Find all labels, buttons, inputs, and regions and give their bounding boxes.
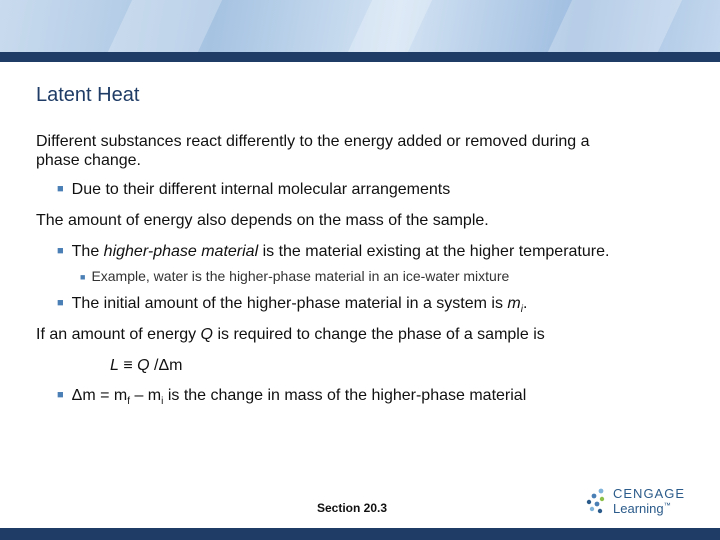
slide-title: Latent Heat [36, 84, 140, 106]
paragraph-1-line-2: phase change. [36, 152, 141, 169]
footer-bar [0, 528, 720, 540]
paragraph-2: The amount of energy also depends on the mass of the sample. [36, 212, 489, 229]
bullet-2-text-start: The [71, 243, 104, 260]
banner-shade [548, 0, 682, 52]
header-banner [0, 0, 720, 52]
paragraph-3 [36, 325, 545, 345]
bullet-icon: ■ [57, 297, 64, 309]
bullet-2 [57, 242, 609, 263]
sub-bullet-1 [80, 266, 509, 288]
bullet-4-subscript-f: f [127, 396, 131, 408]
bullet-1-text: Due to their different internal molecular arrangements [71, 181, 451, 198]
equation-L: L [110, 357, 119, 374]
logo-text-learning-word: Learning [613, 501, 664, 516]
bullet-icon: ■ [57, 245, 64, 257]
cengage-logo [585, 484, 695, 520]
paragraph-3-text-start: If an amount of energy [36, 326, 201, 343]
equation [110, 356, 183, 376]
paragraph-3-variable: Q [200, 326, 213, 343]
sub-bullet-1-text: Example, water is the higher-phase material in an ice-water mixture [91, 268, 510, 284]
bullet-4-subscript-i: i [161, 396, 164, 408]
banner-shade [108, 0, 222, 52]
bullet-4-text-start: Δm = m [71, 387, 128, 404]
bullet-3-text-start: The initial amount of the higher-phase material in a system is [71, 295, 508, 312]
bullet-icon: ■ [80, 272, 86, 282]
bullet-4 [57, 386, 526, 412]
equation-Q: Q [137, 357, 150, 374]
bullet-3-text-end: . [522, 295, 528, 312]
paragraph-1-line-1: Different substances react differently to the energy added or removed during a [36, 133, 590, 150]
bullet-3-subscript: i [520, 304, 523, 316]
banner-shade [348, 0, 432, 52]
bullet-1 [57, 180, 450, 201]
bullet-2-text-end: is the material existing at the higher temperature. [258, 243, 610, 260]
logo-text-cengage: CENGAGE [613, 486, 686, 501]
logo-trademark: ™ [663, 502, 671, 510]
bullet-3 [57, 294, 527, 320]
section-label: Section 20.3 [316, 501, 388, 515]
bullet-4-text-end: is the change in mass of the higher-phase material [163, 387, 527, 404]
bullet-2-italic-term: higher-phase material [103, 243, 259, 260]
bullet-icon: ■ [57, 389, 64, 401]
paragraph-3-text-end: is required to change the phase of a sample is [213, 326, 545, 343]
equation-rest: /Δm [149, 357, 183, 374]
equation-equiv: ≡ [118, 357, 138, 374]
logo-text-learning [613, 501, 671, 516]
bullet-4-text-mid: – m [130, 387, 162, 404]
cengage-logo-icon [585, 487, 609, 517]
bullet-3-variable: m [507, 295, 521, 312]
header-bar [0, 52, 720, 62]
bullet-icon: ■ [57, 183, 64, 195]
